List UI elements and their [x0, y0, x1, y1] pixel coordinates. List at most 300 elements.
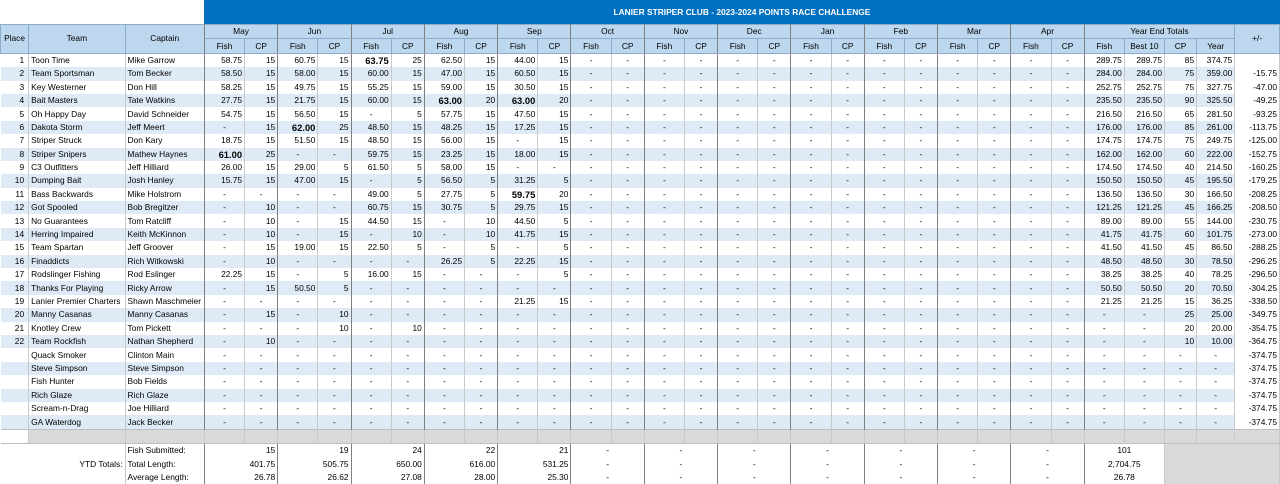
- year-end-cell[interactable]: 60: [1164, 148, 1196, 161]
- year-end-cell[interactable]: -: [1084, 348, 1124, 361]
- cp-cell[interactable]: 15: [538, 121, 571, 134]
- cp-cell[interactable]: -: [978, 228, 1011, 241]
- place-cell[interactable]: 19: [1, 295, 29, 308]
- fish-cell[interactable]: 51.50: [278, 134, 318, 147]
- year-end-cell[interactable]: 252.75: [1084, 81, 1124, 94]
- ytd-value[interactable]: -: [938, 471, 1011, 484]
- cp-cell[interactable]: -: [758, 53, 791, 67]
- plus-minus-cell[interactable]: -125.00: [1235, 134, 1280, 147]
- cp-cell[interactable]: -: [904, 81, 937, 94]
- year-end-cell[interactable]: 216.50: [1124, 107, 1164, 120]
- team-cell[interactable]: Bait Masters: [29, 94, 125, 107]
- cp-cell[interactable]: -: [465, 295, 498, 308]
- year-end-cell[interactable]: 195.50: [1197, 174, 1235, 187]
- fish-cell[interactable]: -: [204, 375, 244, 388]
- cp-cell[interactable]: -: [318, 255, 351, 268]
- cp-cell[interactable]: -: [611, 375, 644, 388]
- place-cell[interactable]: [1, 402, 29, 415]
- cp-cell[interactable]: -: [758, 94, 791, 107]
- fish-cell[interactable]: -: [278, 415, 318, 429]
- cp-cell[interactable]: 20: [465, 94, 498, 107]
- fish-cell[interactable]: -: [1011, 322, 1051, 335]
- fish-cell[interactable]: -: [498, 402, 538, 415]
- fish-cell[interactable]: 23.25: [424, 148, 464, 161]
- fish-cell[interactable]: -: [351, 107, 391, 120]
- team-row[interactable]: [1, 121, 1280, 134]
- plus-minus-cell[interactable]: -288.25: [1235, 241, 1280, 254]
- fish-cell[interactable]: 48.50: [351, 121, 391, 134]
- cp-cell[interactable]: -: [1051, 107, 1084, 120]
- fish-cell[interactable]: -: [864, 121, 904, 134]
- ytd-value[interactable]: -: [791, 458, 864, 471]
- cp-cell[interactable]: -: [611, 53, 644, 67]
- header-month-nov[interactable]: Nov: [644, 25, 717, 39]
- cp-cell[interactable]: 10: [391, 322, 424, 335]
- cp-cell[interactable]: -: [465, 281, 498, 294]
- cp-cell[interactable]: 5: [391, 107, 424, 120]
- cp-cell[interactable]: -: [1051, 174, 1084, 187]
- fish-cell[interactable]: -: [571, 188, 611, 201]
- captain-cell[interactable]: Rod Eslinger: [125, 268, 204, 281]
- cp-cell[interactable]: -: [611, 255, 644, 268]
- cp-cell[interactable]: -: [978, 53, 1011, 67]
- year-end-cell[interactable]: -: [1197, 389, 1235, 402]
- fish-cell[interactable]: -: [718, 121, 758, 134]
- year-end-cell[interactable]: 136.50: [1084, 188, 1124, 201]
- cp-cell[interactable]: 15: [538, 107, 571, 120]
- header-fish[interactable]: Fish: [644, 39, 684, 53]
- cp-cell[interactable]: 5: [391, 161, 424, 174]
- cp-cell[interactable]: -: [684, 174, 717, 187]
- cp-cell[interactable]: -: [538, 375, 571, 388]
- fish-cell[interactable]: -: [791, 161, 831, 174]
- year-end-cell[interactable]: 38.25: [1084, 268, 1124, 281]
- fish-cell[interactable]: -: [864, 322, 904, 335]
- cp-cell[interactable]: -: [245, 389, 278, 402]
- fish-cell[interactable]: -: [571, 121, 611, 134]
- ytd-value[interactable]: -: [644, 471, 717, 484]
- cp-cell[interactable]: -: [758, 268, 791, 281]
- cp-cell[interactable]: -: [611, 281, 644, 294]
- fish-cell[interactable]: -: [644, 335, 684, 348]
- cp-cell[interactable]: -: [904, 67, 937, 80]
- fish-cell[interactable]: -: [498, 241, 538, 254]
- team-cell[interactable]: Thanks For Playing: [29, 281, 125, 294]
- fish-cell[interactable]: 26.25: [424, 255, 464, 268]
- cp-cell[interactable]: 5: [318, 281, 351, 294]
- fish-cell[interactable]: 27.75: [424, 188, 464, 201]
- captain-cell[interactable]: Tom Ratcliff: [125, 214, 204, 227]
- fish-cell[interactable]: 58.25: [204, 81, 244, 94]
- cp-cell[interactable]: -: [904, 188, 937, 201]
- plus-minus-cell[interactable]: -374.75: [1235, 402, 1280, 415]
- fish-cell[interactable]: -: [791, 121, 831, 134]
- team-row[interactable]: [1, 67, 1280, 80]
- ytd-value[interactable]: 505.75: [278, 458, 351, 471]
- fish-cell[interactable]: 27.75: [204, 94, 244, 107]
- cp-cell[interactable]: -: [684, 201, 717, 214]
- place-cell[interactable]: 21: [1, 322, 29, 335]
- fish-cell[interactable]: -: [1011, 214, 1051, 227]
- year-end-cell[interactable]: 325.50: [1197, 94, 1235, 107]
- fish-cell[interactable]: -: [644, 402, 684, 415]
- cp-cell[interactable]: -: [978, 107, 1011, 120]
- header-month-oct[interactable]: Oct: [571, 25, 644, 39]
- cp-cell[interactable]: -: [391, 375, 424, 388]
- fish-cell[interactable]: -: [644, 214, 684, 227]
- captain-cell[interactable]: Rich Witkowski: [125, 255, 204, 268]
- fish-cell[interactable]: 48.50: [351, 134, 391, 147]
- team-row[interactable]: [1, 295, 1280, 308]
- header-fish[interactable]: Fish: [1011, 39, 1051, 53]
- cp-cell[interactable]: 5: [391, 188, 424, 201]
- fish-cell[interactable]: -: [644, 53, 684, 67]
- fish-cell[interactable]: -: [644, 161, 684, 174]
- fish-cell[interactable]: -: [864, 268, 904, 281]
- cp-cell[interactable]: -: [831, 214, 864, 227]
- cp-cell[interactable]: 15: [391, 268, 424, 281]
- cp-cell[interactable]: -: [1051, 241, 1084, 254]
- year-end-cell[interactable]: 60: [1164, 228, 1196, 241]
- fish-cell[interactable]: -: [204, 348, 244, 361]
- fish-cell[interactable]: -: [498, 161, 538, 174]
- cp-cell[interactable]: -: [611, 161, 644, 174]
- header-cp[interactable]: CP: [1051, 39, 1084, 53]
- cp-cell[interactable]: -: [611, 228, 644, 241]
- year-end-cell[interactable]: 70.50: [1197, 281, 1235, 294]
- captain-cell[interactable]: Steve Simpson: [125, 362, 204, 375]
- header-cp[interactable]: CP: [978, 39, 1011, 53]
- year-end-cell[interactable]: 374.75: [1197, 53, 1235, 67]
- cp-cell[interactable]: -: [1051, 148, 1084, 161]
- fish-cell[interactable]: -: [1011, 67, 1051, 80]
- year-end-cell[interactable]: 48.50: [1124, 255, 1164, 268]
- captain-cell[interactable]: Tom Becker: [125, 67, 204, 80]
- fish-cell[interactable]: -: [791, 228, 831, 241]
- cp-cell[interactable]: -: [684, 322, 717, 335]
- cp-cell[interactable]: -: [538, 362, 571, 375]
- ytd-value[interactable]: -: [938, 458, 1011, 471]
- cp-cell[interactable]: -: [684, 81, 717, 94]
- cp-cell[interactable]: 15: [465, 67, 498, 80]
- fish-cell[interactable]: -: [864, 241, 904, 254]
- year-end-cell[interactable]: 174.75: [1084, 134, 1124, 147]
- fish-cell[interactable]: -: [938, 107, 978, 120]
- fish-cell[interactable]: 48.25: [424, 121, 464, 134]
- cp-cell[interactable]: -: [611, 241, 644, 254]
- fish-cell[interactable]: -: [498, 308, 538, 321]
- cp-cell[interactable]: -: [391, 308, 424, 321]
- team-cell[interactable]: Got Spooled: [29, 201, 125, 214]
- fish-cell[interactable]: -: [938, 94, 978, 107]
- place-cell[interactable]: [1, 348, 29, 361]
- cp-cell[interactable]: -: [611, 81, 644, 94]
- fish-cell[interactable]: -: [864, 174, 904, 187]
- cp-cell[interactable]: -: [978, 268, 1011, 281]
- year-end-cell[interactable]: 41.75: [1124, 228, 1164, 241]
- year-end-cell[interactable]: -: [1084, 415, 1124, 429]
- fish-cell[interactable]: 49.00: [351, 188, 391, 201]
- ytd-value[interactable]: -: [791, 471, 864, 484]
- cp-cell[interactable]: -: [831, 161, 864, 174]
- year-end-cell[interactable]: -: [1164, 402, 1196, 415]
- cp-cell[interactable]: -: [684, 335, 717, 348]
- fish-cell[interactable]: -: [791, 241, 831, 254]
- fish-cell[interactable]: -: [1011, 362, 1051, 375]
- cp-cell[interactable]: -: [758, 281, 791, 294]
- fish-cell[interactable]: -: [498, 348, 538, 361]
- cp-cell[interactable]: 25: [245, 148, 278, 161]
- captain-cell[interactable]: Tate Watkins: [125, 94, 204, 107]
- fish-cell[interactable]: 47.50: [498, 107, 538, 120]
- fish-cell[interactable]: -: [864, 94, 904, 107]
- cp-cell[interactable]: 15: [318, 107, 351, 120]
- fish-cell[interactable]: -: [424, 308, 464, 321]
- fish-cell[interactable]: -: [791, 81, 831, 94]
- year-end-cell[interactable]: 41.50: [1084, 241, 1124, 254]
- cp-cell[interactable]: -: [1051, 348, 1084, 361]
- team-row[interactable]: [1, 241, 1280, 254]
- cp-cell[interactable]: -: [245, 415, 278, 429]
- fish-cell[interactable]: -: [791, 53, 831, 67]
- cp-cell[interactable]: -: [684, 255, 717, 268]
- header-cp[interactable]: CP: [611, 39, 644, 53]
- ytd-value[interactable]: -: [571, 444, 644, 458]
- fish-cell[interactable]: -: [571, 67, 611, 80]
- cp-cell[interactable]: -: [831, 228, 864, 241]
- year-end-cell[interactable]: -: [1197, 402, 1235, 415]
- cp-cell[interactable]: -: [831, 121, 864, 134]
- year-end-cell[interactable]: 75: [1164, 67, 1196, 80]
- fish-cell[interactable]: -: [718, 241, 758, 254]
- fish-cell[interactable]: 41.75: [498, 228, 538, 241]
- cp-cell[interactable]: 15: [318, 214, 351, 227]
- fish-cell[interactable]: -: [498, 362, 538, 375]
- year-end-cell[interactable]: 30: [1164, 255, 1196, 268]
- fish-cell[interactable]: -: [278, 402, 318, 415]
- cp-cell[interactable]: -: [831, 107, 864, 120]
- fish-cell[interactable]: -: [1011, 107, 1051, 120]
- fish-cell[interactable]: -: [351, 362, 391, 375]
- cp-cell[interactable]: -: [684, 53, 717, 67]
- fish-cell[interactable]: -: [424, 415, 464, 429]
- fish-cell[interactable]: 15.75: [204, 174, 244, 187]
- ytd-value[interactable]: -: [1011, 471, 1084, 484]
- fish-cell[interactable]: -: [644, 415, 684, 429]
- year-end-cell[interactable]: -: [1197, 362, 1235, 375]
- fish-cell[interactable]: -: [938, 348, 978, 361]
- cp-cell[interactable]: -: [611, 415, 644, 429]
- cp-cell[interactable]: -: [831, 281, 864, 294]
- cp-cell[interactable]: -: [758, 389, 791, 402]
- ytd-value[interactable]: 616.00: [424, 458, 497, 471]
- cp-cell[interactable]: 25: [391, 53, 424, 67]
- fish-cell[interactable]: -: [204, 415, 244, 429]
- year-end-cell[interactable]: 121.25: [1084, 201, 1124, 214]
- team-cell[interactable]: Rich Glaze: [29, 389, 125, 402]
- cp-cell[interactable]: 15: [318, 241, 351, 254]
- fish-cell[interactable]: -: [1011, 335, 1051, 348]
- fish-cell[interactable]: -: [278, 188, 318, 201]
- fish-cell[interactable]: -: [1011, 81, 1051, 94]
- year-end-cell[interactable]: -: [1124, 348, 1164, 361]
- cp-cell[interactable]: 5: [538, 241, 571, 254]
- cp-cell[interactable]: -: [1051, 201, 1084, 214]
- ytd-value[interactable]: -: [1011, 458, 1084, 471]
- fish-cell[interactable]: -: [1011, 174, 1051, 187]
- fish-cell[interactable]: -: [1011, 94, 1051, 107]
- cp-cell[interactable]: -: [758, 308, 791, 321]
- cp-cell[interactable]: -: [978, 201, 1011, 214]
- fish-cell[interactable]: -: [644, 295, 684, 308]
- fish-cell[interactable]: -: [424, 268, 464, 281]
- place-cell[interactable]: 1: [1, 53, 29, 67]
- fish-cell[interactable]: 16.00: [351, 268, 391, 281]
- fish-cell[interactable]: -: [791, 389, 831, 402]
- fish-cell[interactable]: -: [424, 281, 464, 294]
- cp-cell[interactable]: 15: [318, 67, 351, 80]
- year-end-cell[interactable]: 162.00: [1124, 148, 1164, 161]
- fish-cell[interactable]: -: [938, 148, 978, 161]
- cp-cell[interactable]: 5: [391, 174, 424, 187]
- cp-cell[interactable]: 15: [391, 81, 424, 94]
- fish-cell[interactable]: -: [864, 295, 904, 308]
- year-end-cell[interactable]: -: [1124, 335, 1164, 348]
- team-cell[interactable]: Fish Hunter: [29, 375, 125, 388]
- cp-cell[interactable]: -: [758, 174, 791, 187]
- year-end-cell[interactable]: 41.75: [1084, 228, 1124, 241]
- place-cell[interactable]: [1, 389, 29, 402]
- fish-cell[interactable]: -: [498, 415, 538, 429]
- fish-cell[interactable]: -: [938, 134, 978, 147]
- cp-cell[interactable]: -: [978, 281, 1011, 294]
- team-cell[interactable]: Dakota Storm: [29, 121, 125, 134]
- cp-cell[interactable]: -: [611, 308, 644, 321]
- cp-cell[interactable]: -: [758, 362, 791, 375]
- fish-cell[interactable]: -: [424, 362, 464, 375]
- fish-cell[interactable]: -: [864, 53, 904, 67]
- fish-cell[interactable]: -: [718, 134, 758, 147]
- header-fish[interactable]: Fish: [571, 39, 611, 53]
- ytd-value[interactable]: -: [571, 471, 644, 484]
- year-end-cell[interactable]: 289.75: [1084, 53, 1124, 67]
- cp-cell[interactable]: -: [1051, 375, 1084, 388]
- team-row[interactable]: [1, 81, 1280, 94]
- fish-cell[interactable]: -: [791, 188, 831, 201]
- year-end-cell[interactable]: 249.75: [1197, 134, 1235, 147]
- fish-cell[interactable]: 60.00: [351, 67, 391, 80]
- fish-cell[interactable]: -: [1011, 255, 1051, 268]
- cp-cell[interactable]: -: [978, 188, 1011, 201]
- cp-cell[interactable]: 15: [538, 134, 571, 147]
- fish-cell[interactable]: -: [938, 255, 978, 268]
- cp-cell[interactable]: -: [758, 335, 791, 348]
- fish-cell[interactable]: -: [864, 201, 904, 214]
- year-end-cell[interactable]: 10.00: [1197, 335, 1235, 348]
- place-cell[interactable]: 17: [1, 268, 29, 281]
- header-captain[interactable]: Captain: [125, 25, 204, 54]
- team-row[interactable]: [1, 322, 1280, 335]
- year-end-cell[interactable]: 235.50: [1084, 94, 1124, 107]
- fish-cell[interactable]: -: [204, 228, 244, 241]
- cp-cell[interactable]: 15: [538, 53, 571, 67]
- fish-cell[interactable]: -: [204, 121, 244, 134]
- fish-cell[interactable]: -: [278, 148, 318, 161]
- fish-cell[interactable]: -: [571, 281, 611, 294]
- fish-cell[interactable]: -: [204, 308, 244, 321]
- team-row[interactable]: [1, 268, 1280, 281]
- cp-cell[interactable]: -: [1051, 415, 1084, 429]
- fish-cell[interactable]: -: [938, 389, 978, 402]
- cp-cell[interactable]: -: [758, 121, 791, 134]
- cp-cell[interactable]: -: [611, 322, 644, 335]
- team-row[interactable]: [1, 415, 1280, 429]
- cp-cell[interactable]: -: [978, 362, 1011, 375]
- fish-cell[interactable]: -: [351, 402, 391, 415]
- cp-cell[interactable]: -: [1051, 228, 1084, 241]
- year-end-cell[interactable]: 136.50: [1124, 188, 1164, 201]
- cp-cell[interactable]: -: [904, 161, 937, 174]
- cp-cell[interactable]: -: [758, 402, 791, 415]
- plus-minus-cell[interactable]: -296.25: [1235, 255, 1280, 268]
- fish-cell[interactable]: -: [571, 402, 611, 415]
- team-row[interactable]: [1, 94, 1280, 107]
- fish-cell[interactable]: -: [864, 348, 904, 361]
- year-end-cell[interactable]: 174.50: [1084, 161, 1124, 174]
- fish-cell[interactable]: -: [351, 308, 391, 321]
- year-end-cell[interactable]: 10: [1164, 335, 1196, 348]
- cp-cell[interactable]: 15: [465, 134, 498, 147]
- captain-cell[interactable]: Keith McKinnon: [125, 228, 204, 241]
- fish-cell[interactable]: 56.00: [424, 134, 464, 147]
- year-end-cell[interactable]: -: [1084, 362, 1124, 375]
- fish-cell[interactable]: 58.50: [204, 67, 244, 80]
- year-end-cell[interactable]: -: [1084, 335, 1124, 348]
- cp-cell[interactable]: -: [904, 362, 937, 375]
- place-cell[interactable]: 22: [1, 335, 29, 348]
- cp-cell[interactable]: 10: [318, 308, 351, 321]
- year-end-cell[interactable]: -: [1124, 415, 1164, 429]
- ytd-value[interactable]: 26.62: [278, 471, 351, 484]
- cp-cell[interactable]: -: [978, 348, 1011, 361]
- cp-cell[interactable]: -: [831, 67, 864, 80]
- year-end-cell[interactable]: 85: [1164, 121, 1196, 134]
- fish-cell[interactable]: -: [938, 81, 978, 94]
- cp-cell[interactable]: -: [904, 121, 937, 134]
- year-end-cell[interactable]: 40: [1164, 268, 1196, 281]
- cp-cell[interactable]: -: [831, 81, 864, 94]
- ytd-value[interactable]: 22: [424, 444, 497, 458]
- fish-cell[interactable]: -: [864, 148, 904, 161]
- year-end-cell[interactable]: 174.75: [1124, 134, 1164, 147]
- cp-cell[interactable]: -: [1051, 81, 1084, 94]
- header-month-sep[interactable]: Sep: [498, 25, 571, 39]
- year-end-cell[interactable]: 65: [1164, 107, 1196, 120]
- fish-cell[interactable]: 58.75: [204, 53, 244, 67]
- cp-cell[interactable]: -: [978, 295, 1011, 308]
- cp-cell[interactable]: -: [1051, 322, 1084, 335]
- fish-cell[interactable]: -: [278, 295, 318, 308]
- fish-cell[interactable]: -: [278, 362, 318, 375]
- fish-cell[interactable]: -: [498, 281, 538, 294]
- header-best10[interactable]: Best 10: [1124, 39, 1164, 53]
- fish-cell[interactable]: -: [571, 107, 611, 120]
- ytd-value[interactable]: 650.00: [351, 458, 424, 471]
- fish-cell[interactable]: 60.75: [351, 201, 391, 214]
- cp-cell[interactable]: -: [831, 53, 864, 67]
- year-end-cell[interactable]: -: [1124, 322, 1164, 335]
- header-fish[interactable]: Fish: [938, 39, 978, 53]
